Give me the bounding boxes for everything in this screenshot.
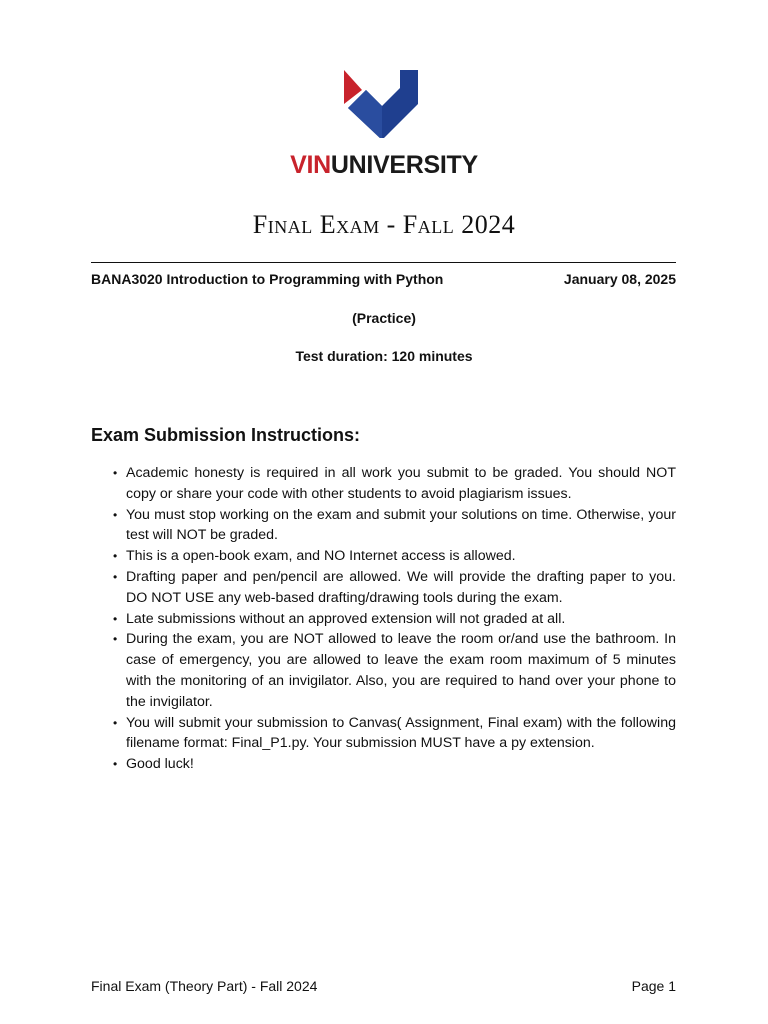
test-duration: Test duration: 120 minutes	[295, 348, 473, 364]
exam-date: January 08, 2025	[563, 271, 676, 287]
vinuniversity-logo-mark	[340, 68, 420, 138]
footer-title: Final Exam (Theory Part) - Fall 2024	[91, 978, 318, 994]
logo-wordmark-vin: VIN	[290, 151, 331, 179]
bullet-icon: •	[113, 507, 118, 522]
bullet-icon: •	[113, 715, 118, 730]
page-title: Final Exam - Fall 2024	[252, 210, 516, 239]
list-item-text: Drafting paper and pen/pencil are allowed. We will provide the drafting paper to you. DO NOT USE any web-based drafting/drawing tools during the exam.	[126, 568, 676, 606]
list-item-text: During the exam, you are NOT allowed to leave the room or/and use the bathroom. In case of emergency, you are allowed to leave the exam room maximum of 5 minutes with the monitoring of an invigilator. Also, you are required to hand over your phone to the invigilator.	[126, 631, 676, 710]
list-item	[91, 546, 676, 567]
list-item-text: Late submissions without an approved extension will not graded at all.	[126, 610, 566, 627]
bullet-icon: •	[113, 757, 118, 772]
university-logo	[0, 64, 768, 178]
list-item-text: This is a open-book exam, and NO Internet access is allowed.	[126, 548, 516, 565]
instructions-list	[91, 463, 676, 775]
logo-blue-chevron-shade	[348, 90, 382, 138]
instructions-heading: Exam Submission Instructions:	[91, 425, 361, 445]
logo-wordmark-university: UNIVERSITY	[330, 151, 478, 179]
list-item	[91, 754, 676, 775]
logo-wordmark	[0, 151, 768, 179]
list-item-text: Good luck!	[126, 756, 194, 773]
bullet-icon: •	[113, 611, 118, 626]
list-item	[91, 629, 676, 712]
practice-label: (Practice)	[352, 310, 416, 326]
list-item	[91, 463, 676, 505]
bullet-icon: •	[113, 549, 118, 564]
bullet-icon: •	[113, 569, 118, 584]
title-divider	[91, 262, 676, 263]
list-item	[91, 713, 676, 755]
list-item	[91, 609, 676, 630]
page-number: Page 1	[631, 978, 676, 994]
list-item	[91, 505, 676, 547]
list-item-text: Academic honesty is required in all work you submit to be graded. You should NOT copy or share your code with other students to avoid plagiarism issues.	[126, 465, 676, 502]
list-item-text: You must stop working on the exam and submit your solutions on time. Otherwise, your test will NOT be graded.	[126, 506, 676, 544]
bullet-icon: •	[113, 466, 118, 480]
course-name: BANA3020 Introduction to Programming with Python	[91, 271, 444, 287]
list-item	[91, 567, 676, 609]
bullet-icon: •	[113, 632, 118, 647]
list-item-text: You will submit your submission to Canvas( Assignment, Final exam) with the following filename format: Final_P1.py. Your submission MUST have a py extension.	[126, 714, 676, 752]
